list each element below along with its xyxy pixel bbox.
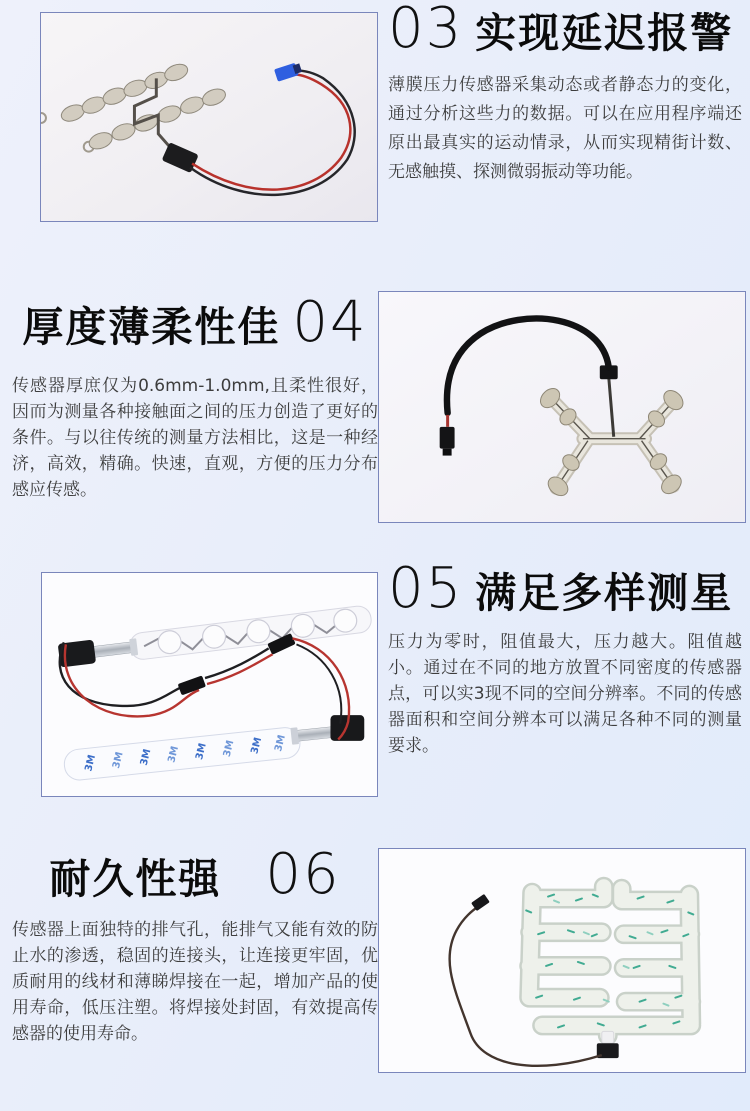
- product-photo-frame-3: [41, 572, 378, 797]
- section-04: [12, 290, 378, 503]
- svg-text:3M: 3M: [194, 742, 209, 761]
- svg-text:3M: 3M: [249, 736, 265, 756]
- section-number: 03: [388, 0, 464, 61]
- strip-sensors-photo: [42, 573, 377, 796]
- product-photo-frame-1: [40, 12, 378, 222]
- section-body: 传感器厚庶仅为0.6mm-1.0mm,且柔性很好，因而为测量各种接触面之间的压力创造了更好的条件。与以往传统的测量方法相比，这是一种经济，高效，精确。快速，直观，方便的压力分布感应传感。: [12, 375, 378, 500]
- section-body: 压力为零时，阻值最大，压力越大。阻值越小。通过在不同的地方放置不同密度的传感器点，可以实3现不同的空间分辨率。不同的传感器面积和空间分辨本可以满足各种不同的测量要求。: [388, 631, 742, 756]
- serpentine-mat-sensor-photo: [379, 849, 745, 1072]
- section-05-heading: [388, 556, 742, 621]
- svg-text:3M: 3M: [111, 750, 126, 770]
- section-03-heading: [388, 0, 742, 59]
- section-06-heading: [12, 842, 378, 907]
- section-title: 耐久性强: [49, 855, 222, 903]
- sensor-array-photo: [41, 13, 377, 221]
- svg-text:3M: 3M: [138, 747, 154, 767]
- section-number: 05: [388, 556, 464, 621]
- section-number: 04: [292, 290, 368, 355]
- section-title: 厚度薄柔性佳: [22, 303, 281, 351]
- section-04-heading: [12, 290, 378, 355]
- section-05: [388, 556, 742, 759]
- section-06: [12, 842, 378, 1047]
- section-title: 满足多样测星: [475, 569, 734, 617]
- section-03: [388, 0, 742, 187]
- product-photo-frame-2: [378, 291, 746, 523]
- section-title: 实现延迟报警: [475, 9, 734, 57]
- svg-text:3M: 3M: [273, 733, 288, 753]
- h-shape-sensor-photo: [379, 292, 745, 522]
- section-number: 06: [265, 842, 341, 907]
- svg-text:3M: 3M: [221, 739, 237, 759]
- section-body: 薄膜压力传感器采集动态或者静态力的变化，通过分析这些力的数据。可以在应用程序端还原出最真实的运动情录，从而实现精街计数、无感触摸、探测微弱振动等功能。: [388, 74, 742, 182]
- svg-text:3M: 3M: [166, 744, 182, 764]
- svg-text:3M: 3M: [83, 753, 99, 773]
- product-photo-frame-4: [378, 848, 746, 1073]
- section-body: 传感器上面独特的排气孔，能排气又能有效的防止水的渗透，稳固的连接头，让连接更牢固，优质耐用的线材和薄睇焊接在一起，增加产品的使用寿命，低压注塑。将焊接处封固，有效提高传感器的使用寿命。: [12, 919, 378, 1044]
